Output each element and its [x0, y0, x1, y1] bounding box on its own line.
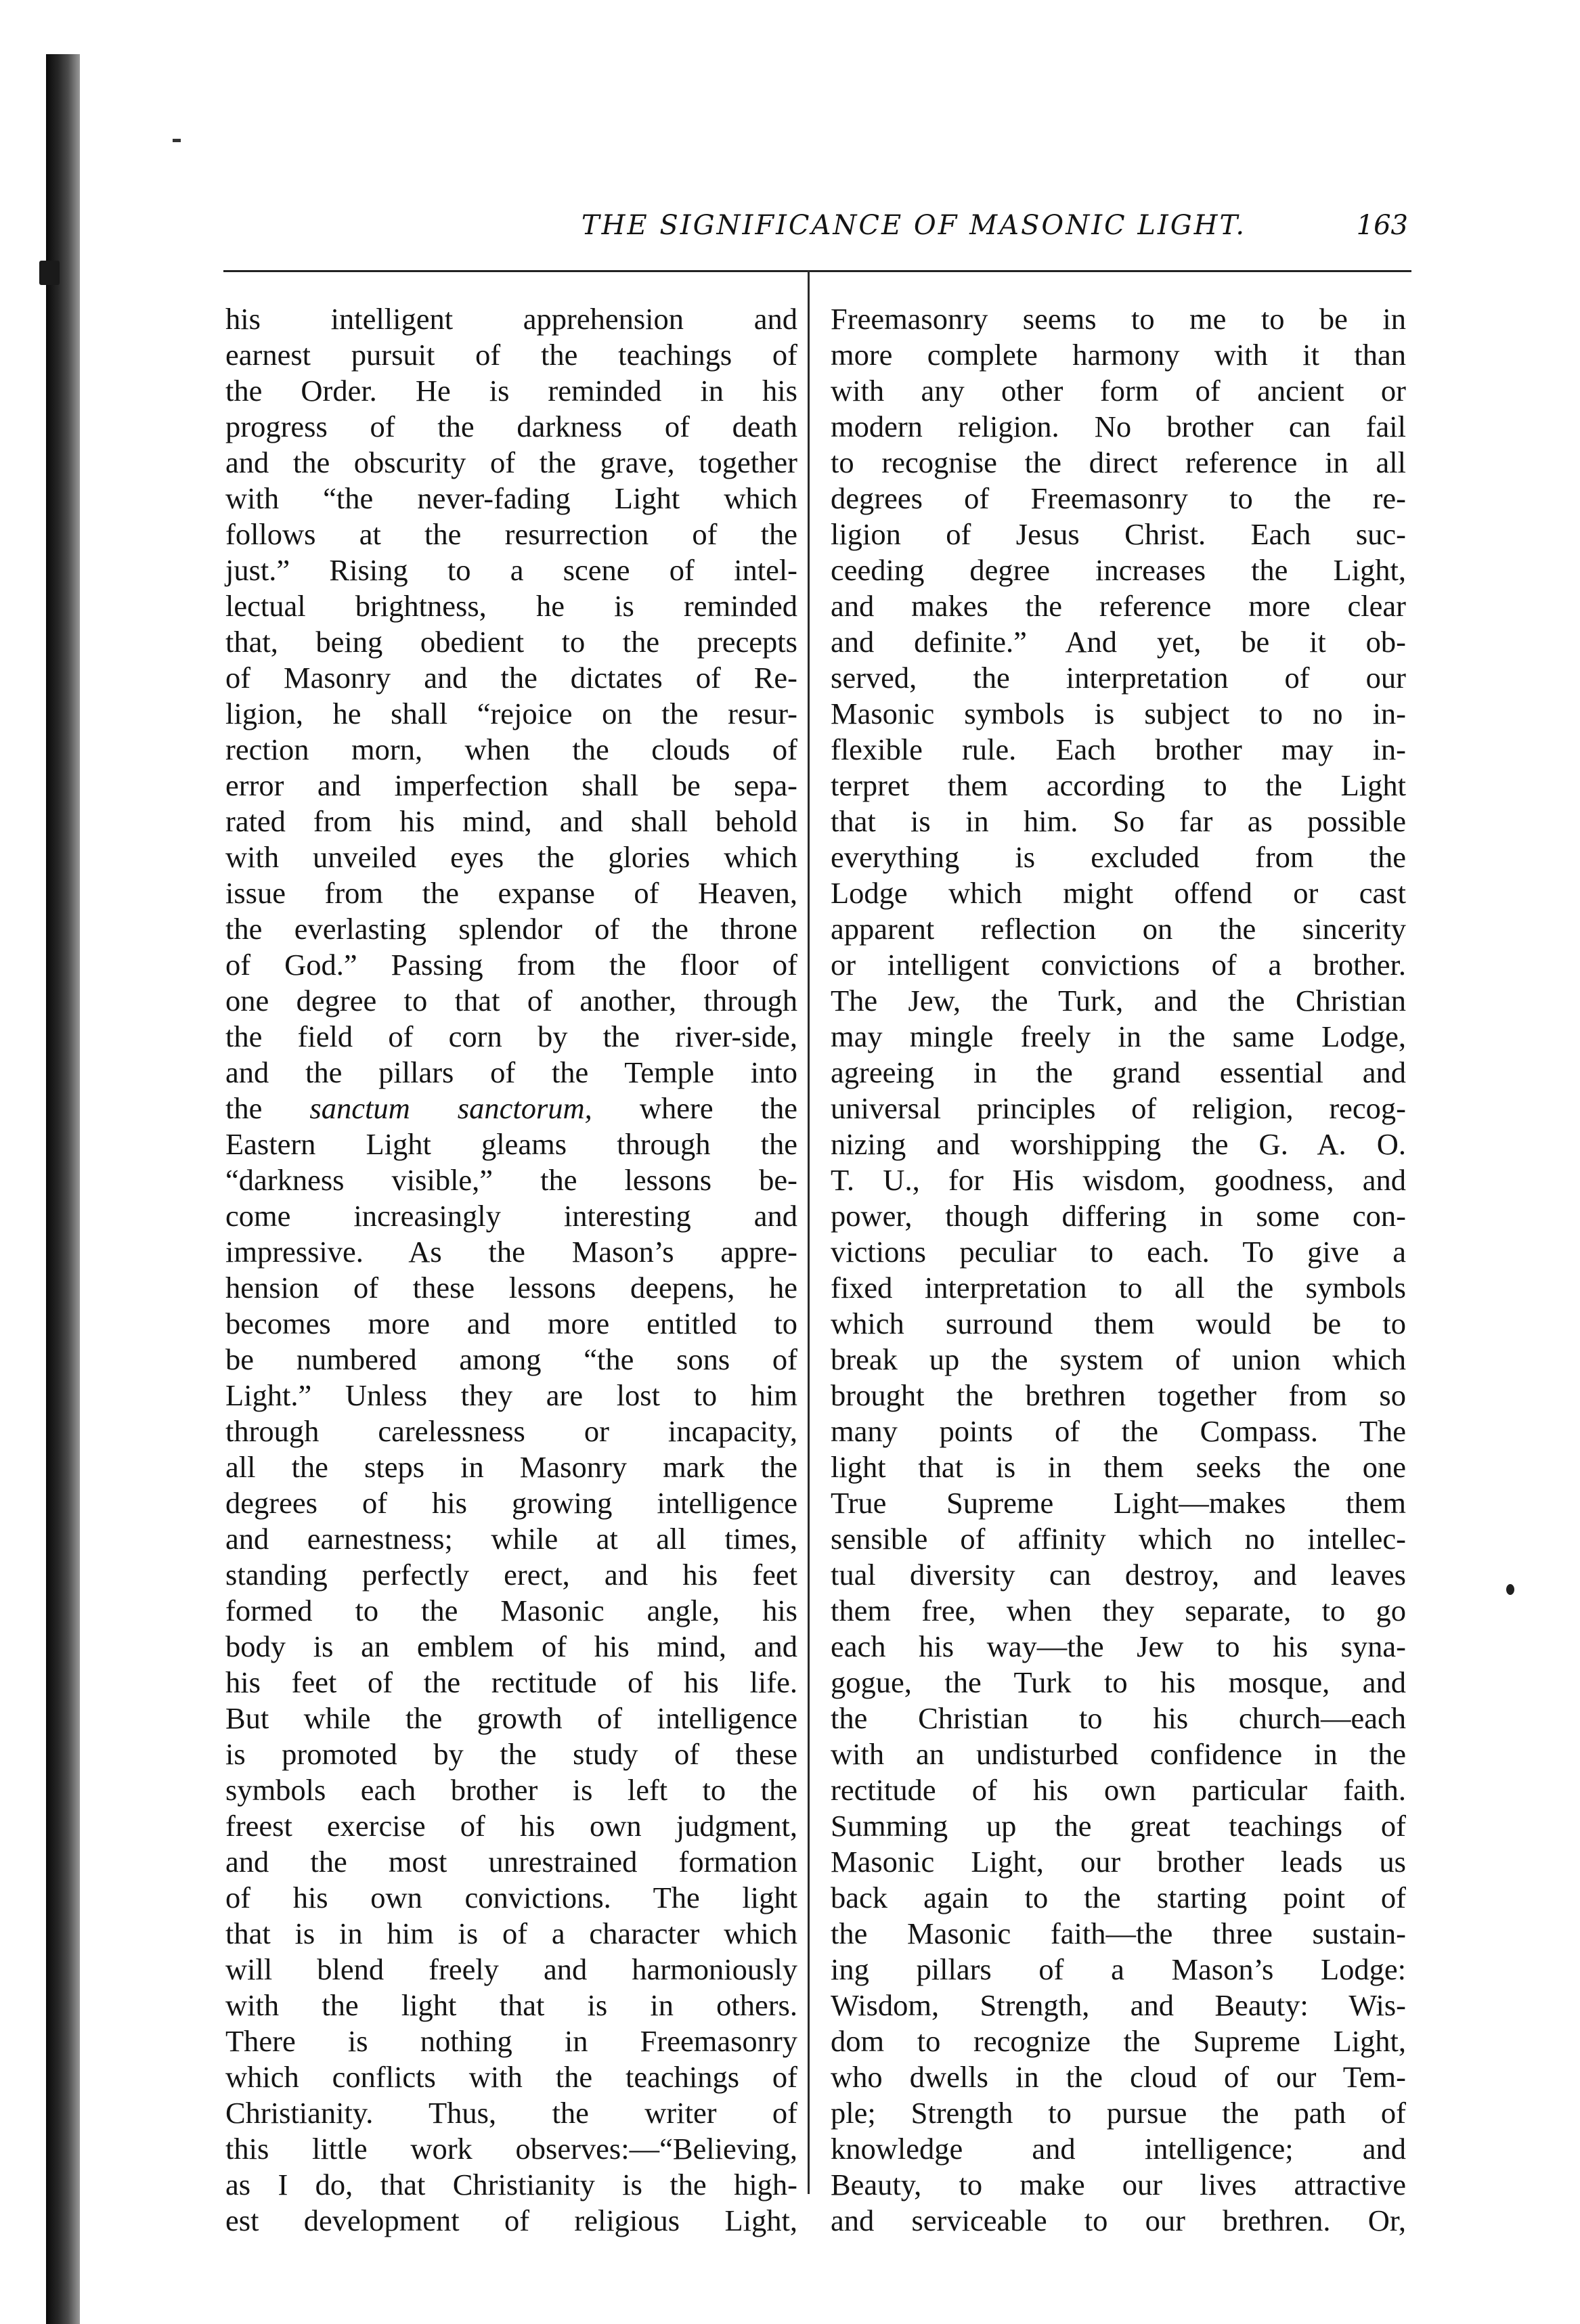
text-line: with the light that is in others.: [225, 1988, 797, 2022]
text-line: universal principles of religion, recog-: [831, 1091, 1406, 1125]
text-line: that is in him. So far as possible: [831, 804, 1406, 838]
text-line: and the most unrestrained formation: [225, 1845, 797, 1879]
text-line: that, being obedient to the precepts: [225, 625, 797, 659]
text-line: them free, when they separate, to go: [831, 1594, 1406, 1627]
text-line: the Order. He is reminded in his: [225, 374, 797, 408]
text-line: ligion of Jesus Christ. Each suc-: [831, 517, 1406, 551]
running-head: [223, 203, 1408, 248]
text-line: flexible rule. Each brother may in-: [831, 732, 1406, 766]
text-line: of Masonry and the dictates of Re-: [225, 661, 797, 695]
text-line: more complete harmony with it than: [831, 338, 1406, 372]
text-line: everything is excluded from the: [831, 840, 1406, 874]
text-line: just.” Rising to a scene of intel-: [225, 553, 797, 587]
text-line: modern religion. No brother can fail: [831, 410, 1406, 443]
text-line: brought the brethren together from so: [831, 1378, 1406, 1412]
binding-ink-blot: [39, 261, 60, 285]
text-line: with unveiled eyes the glories which: [225, 840, 797, 874]
text-line: lectual brightness, he is reminded: [225, 589, 797, 623]
header-rule: [223, 270, 1411, 272]
text-line: error and imperfection shall be sepa-: [225, 768, 797, 802]
text-line: rated from his mind, and shall behold: [225, 804, 797, 838]
text-line: the field of corn by the river-side,: [225, 1020, 797, 1053]
text-line: with any other form of ancient or: [831, 374, 1406, 408]
text-line: all the steps in Masonry mark the: [225, 1450, 797, 1484]
text-line: which conflicts with the teachings of: [225, 2060, 797, 2094]
text-line: served, the interpretation of our: [831, 661, 1406, 695]
text-line: hension of these lessons deepens, he: [225, 1271, 797, 1304]
text-line: and earnestness; while at all times,: [225, 1522, 797, 1556]
text-line: knowledge and intelligence; and: [831, 2132, 1406, 2166]
text-line: who dwells in the cloud of our Tem-: [831, 2060, 1406, 2094]
margin-ink-dot: [1506, 1584, 1514, 1595]
text-line: ple; Strength to pursue the path of: [831, 2096, 1406, 2130]
text-line: standing perfectly erect, and his feet: [225, 1558, 797, 1592]
text-line: nizing and worshipping the G. A. O.: [831, 1127, 1406, 1161]
text-line: his intelligent apprehension and: [225, 302, 797, 336]
text-line: earnest pursuit of the teachings of: [225, 338, 797, 372]
text-line: will blend freely and harmoniously: [225, 1952, 797, 1986]
text-line: and makes the reference more clear: [831, 589, 1406, 623]
text-line: Light.” Unless they are lost to him: [225, 1378, 797, 1412]
text-line: Freemasonry seems to me to be in: [831, 302, 1406, 336]
text-line: formed to the Masonic angle, his: [225, 1594, 797, 1627]
text-line: Christianity. Thus, the writer of: [225, 2096, 797, 2130]
text-line: which surround them would be to: [831, 1307, 1406, 1340]
text-line: is promoted by the study of these: [225, 1737, 797, 1771]
text-line: ligion, he shall “rejoice on the resur-: [225, 697, 797, 730]
text-line: ing pillars of a Mason’s Lodge:: [831, 1952, 1406, 1986]
text-line: rectitude of his own particular faith.: [831, 1773, 1406, 1807]
text-line: est development of religious Light,: [225, 2204, 797, 2237]
text-line: agreeing in the grand essential and: [831, 1055, 1406, 1089]
text-line: or intelligent convictions of a brother.: [831, 948, 1406, 982]
text-line: many points of the Compass. The: [831, 1414, 1406, 1448]
text-line: fixed interpretation to all the symbols: [831, 1271, 1406, 1304]
text-line: terpret them according to the Light: [831, 768, 1406, 802]
text-line: that is in him is of a character which: [225, 1916, 797, 1950]
text-line: break up the system of union which: [831, 1342, 1406, 1376]
text-line: issue from the expanse of Heaven,: [225, 876, 797, 910]
text-line: the Masonic faith—the three sustain-: [831, 1916, 1406, 1950]
binding-edge-shadow: [46, 54, 80, 2324]
text-line: this little work observes:—“Believing,: [225, 2132, 797, 2166]
text-line: be numbered among “the sons of: [225, 1342, 797, 1376]
text-line: through carelessness or incapacity,: [225, 1414, 797, 1448]
text-line: Eastern Light gleams through the: [225, 1127, 797, 1161]
text-line: of his own convictions. The light: [225, 1881, 797, 1914]
text-line: becomes more and more entitled to: [225, 1307, 797, 1340]
text-line: come increasingly interesting and: [225, 1199, 797, 1233]
text-line: power, though differing in some con-: [831, 1199, 1406, 1233]
text-line: tual diversity can destroy, and leaves: [831, 1558, 1406, 1592]
page-number: 163: [1356, 210, 1408, 241]
left-column: [225, 301, 797, 2239]
text-line: and definite.” And yet, be it ob-: [831, 625, 1406, 659]
text-line: and the obscurity of the grave, together: [225, 445, 797, 479]
text-line: degrees of his growing intelligence: [225, 1486, 797, 1520]
text-line: the Christian to his church—each: [831, 1701, 1406, 1735]
text-line: progress of the darkness of death: [225, 410, 797, 443]
text-line: T. U., for His wisdom, goodness, and: [831, 1163, 1406, 1197]
text-line: with “the never-fading Light which: [225, 481, 797, 515]
text-line: True Supreme Light—makes them: [831, 1486, 1406, 1520]
text-line: rection morn, when the clouds of: [225, 732, 797, 766]
text-line: light that is in them seeks the one: [831, 1450, 1406, 1484]
text-line: back again to the starting point of: [831, 1881, 1406, 1914]
text-line: of God.” Passing from the floor of: [225, 948, 797, 982]
text-line: But while the growth of intelligence: [225, 1701, 797, 1735]
running-title: THE SIGNIFICANCE OF MASONIC LIGHT.: [581, 210, 1247, 241]
text-line: as I do, that Christianity is the high-: [225, 2168, 797, 2201]
text-line: “darkness visible,” the lessons be-: [225, 1163, 797, 1197]
text-line: Beauty, to make our lives attractive: [831, 2168, 1406, 2201]
text-line: ceeding degree increases the Light,: [831, 553, 1406, 587]
text-line: freest exercise of his own judgment,: [225, 1809, 797, 1843]
text-line: Lodge which might offend or cast: [831, 876, 1406, 910]
text-line: each his way—the Jew to his syna-: [831, 1629, 1406, 1663]
text-line: Summing up the great teachings of: [831, 1809, 1406, 1843]
text-line: symbols each brother is left to the: [225, 1773, 797, 1807]
text-line: victions peculiar to each. To give a: [831, 1235, 1406, 1269]
right-column: [831, 301, 1406, 2239]
text-line: impressive. As the Mason’s appre-: [225, 1235, 797, 1269]
text-line: and the pillars of the Temple into: [225, 1055, 797, 1089]
text-line: and serviceable to our brethren. Or,: [831, 2204, 1406, 2237]
text-line: one degree to that of another, through: [225, 984, 797, 1017]
text-line: his feet of the rectitude of his life.: [225, 1665, 797, 1699]
text-line: Wisdom, Strength, and Beauty: Wis-: [831, 1988, 1406, 2022]
text-line: degrees of Freemasonry to the re-: [831, 481, 1406, 515]
column-divider: [808, 270, 810, 2194]
text-line: Masonic Light, our brother leads us: [831, 1845, 1406, 1879]
text-line: to recognise the direct reference in all: [831, 445, 1406, 479]
text-line: gogue, the Turk to his mosque, and: [831, 1665, 1406, 1699]
text-line: The Jew, the Turk, and the Christian: [831, 984, 1406, 1017]
text-line: the everlasting splendor of the throne: [225, 912, 797, 946]
text-line: follows at the resurrection of the: [225, 517, 797, 551]
text-line: There is nothing in Freemasonry: [225, 2024, 797, 2058]
stray-ink-mark: [173, 139, 181, 142]
text-line: the sanctum sanctorum, where the: [225, 1091, 797, 1125]
text-line: Masonic symbols is subject to no in-: [831, 697, 1406, 730]
text-line: body is an emblem of his mind, and: [225, 1629, 797, 1663]
text-line: with an undisturbed confidence in the: [831, 1737, 1406, 1771]
text-line: dom to recognize the Supreme Light,: [831, 2024, 1406, 2058]
text-line: sensible of affinity which no intellec-: [831, 1522, 1406, 1556]
text-line: apparent reflection on the sincerity: [831, 912, 1406, 946]
text-line: may mingle freely in the same Lodge,: [831, 1020, 1406, 1053]
